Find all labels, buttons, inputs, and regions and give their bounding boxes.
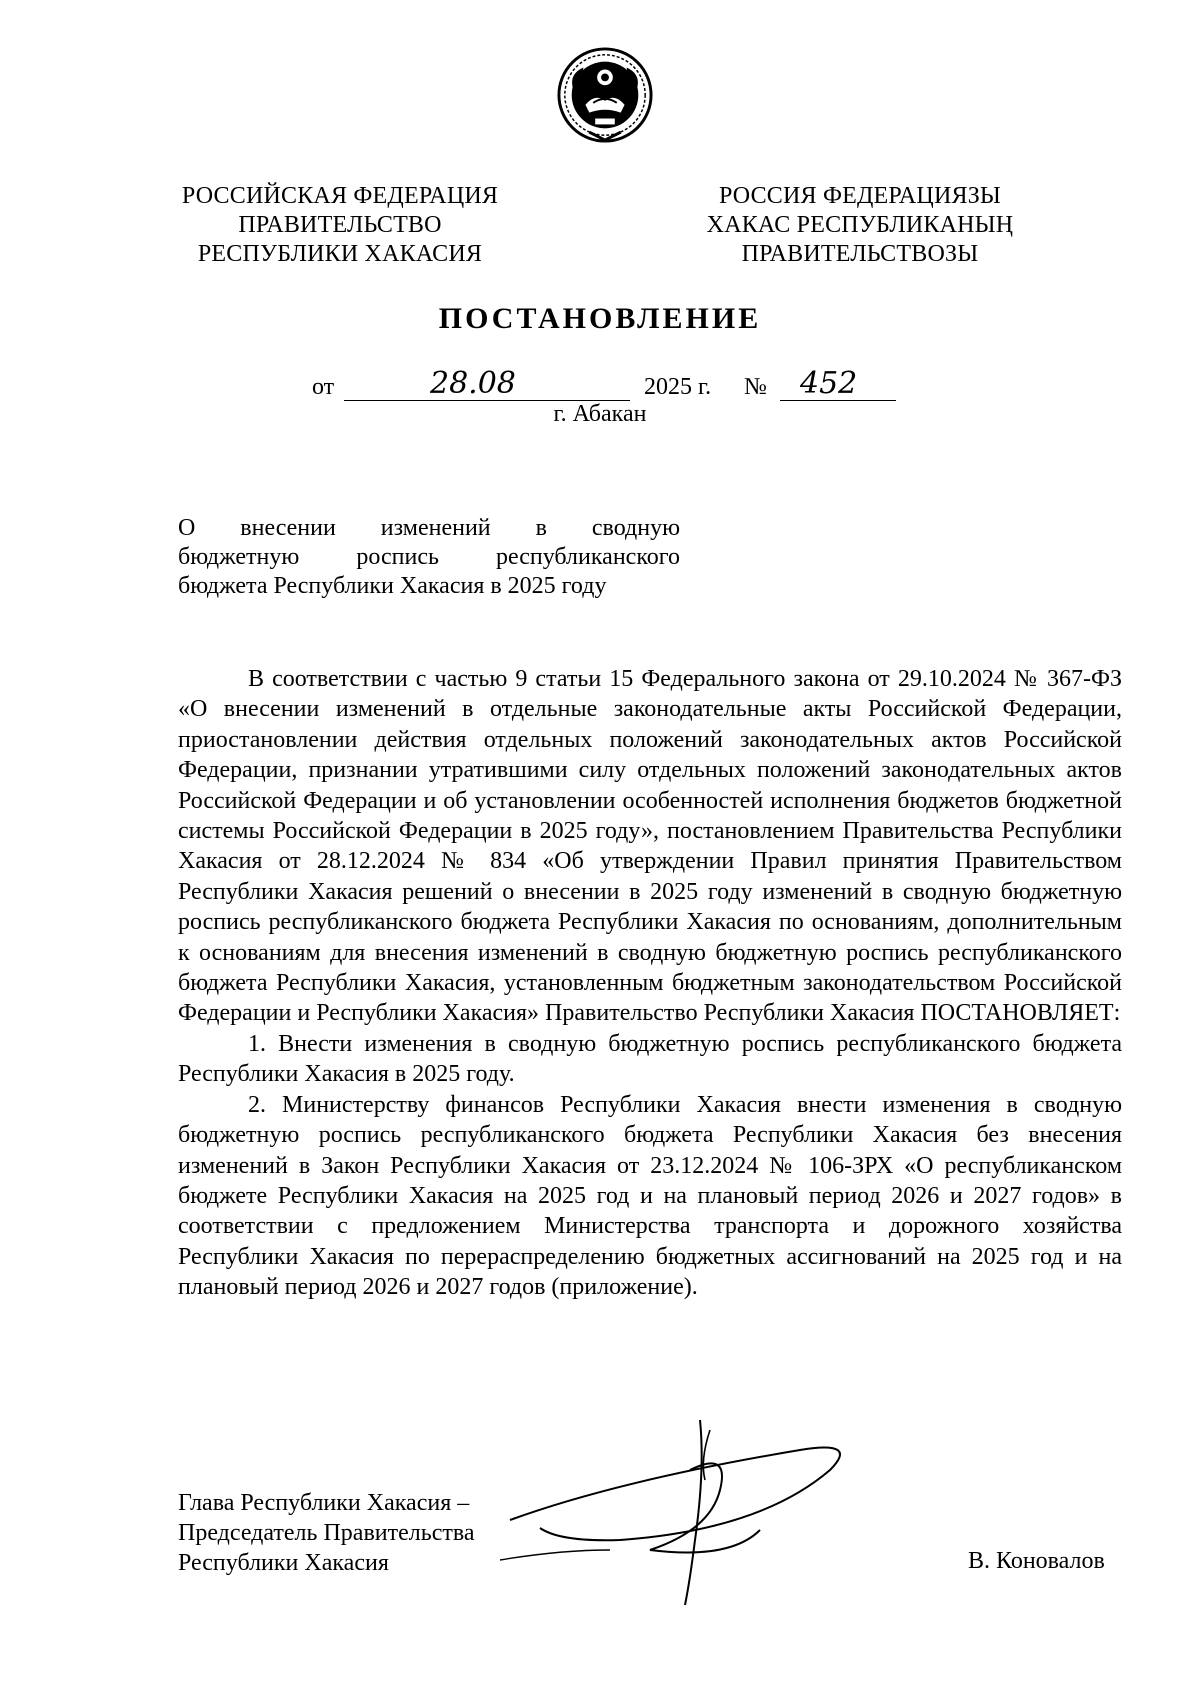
handwritten-number: 452	[800, 366, 858, 401]
handwritten-date: 28.08	[430, 366, 516, 401]
signatory-position	[178, 1488, 538, 1578]
subject-line: бюджетную роспись республиканского	[178, 544, 680, 570]
header-kjh-line: РОССИЯ ФЕДЕРАЦИЯЗЫ	[718, 183, 1002, 209]
header-kjh	[680, 182, 1040, 269]
document-subject	[178, 514, 680, 601]
khakassia-coat-of-arms-icon	[556, 46, 654, 144]
city: г. Абакан	[553, 401, 647, 427]
header-ru-line: РЕСПУБЛИКИ ХАКАСИЯ	[197, 241, 483, 267]
signatory-position-line: Глава Республики Хакасия –	[178, 1490, 470, 1516]
header-ru	[160, 182, 520, 269]
subject-line: О внесении изменений в сводную	[178, 515, 680, 541]
header-ru-line: РОССИЙСКАЯ ФЕДЕРАЦИЯ	[181, 183, 499, 209]
signatory-name: В. Коновалов	[968, 1548, 1105, 1574]
body-paragraph: 1. Внести изменения в сводную бюджетную роспись республиканского бюджета Республики Хакасия в 2025 году.	[178, 1030, 1122, 1088]
subject-line: бюджета Республики Хакасия в 2025 году	[178, 573, 607, 599]
document-year: 2025 г.	[644, 374, 712, 400]
signatory-position-line: Председатель Правительства	[178, 1520, 475, 1546]
document-body	[178, 664, 1122, 1303]
date-prefix: от	[312, 374, 335, 400]
signatory-position-line: Республики Хакасия	[178, 1550, 389, 1576]
number-sign: №	[744, 374, 767, 400]
header-ru-line: ПРАВИТЕЛЬСТВО	[238, 212, 442, 238]
header-kjh-line: ХАКАС РЕСПУБЛИКАНЫҢ	[706, 212, 1014, 238]
document-type-title: ПОСТАНОВЛЕНИЕ	[438, 302, 762, 335]
header-kjh-line: ПРАВИТЕЛЬСТВОЗЫ	[741, 241, 979, 267]
handwritten-signature-icon	[500, 1410, 940, 1610]
body-paragraph: 2. Министерству финансов Республики Хакасия внести изменения в сводную бюджетную роспись республиканского бюджета Республики Хакасия без внесения изменений в Закон Республики Хакасия от 23.12.2024 № 106-ЗРХ «О республиканском бюджете Республики Хакасия на 2025 год и на плановый период 2026 и 2027 годов» в соответствии с предложением Министерства транспорта и дорожного хозяйства Республики Хакасия по перераспределению бюджетных ассигнований на 2025 год и на плановый период 2026 и 2027 годов (приложение).	[178, 1091, 1122, 1301]
body-paragraph: В соответствии с частью 9 статьи 15 Федерального закона от 29.10.2024 № 367-ФЗ «О внесении изменений в отдельные законодательные акты Российской Федерации, приостановлении действия отдельных положений законодательных актов Российской Федерации, признании утратившими силу отдельных положений законодательных актов Российской Федерации и об установлении особенностей исполнения бюджетов бюджетной системы Российской Федерации в 2025 году», постановлением Правительства Республики Хакасия от 28.12.2024 № 834 «Об утверждении Правил принятия Правительством Республики Хакасия решений о внесении в 2025 году изменений в сводную бюджетную роспись республиканского бюджета Республики Хакасия по основаниям, дополнительным к основаниям для внесения изменений в сводную бюджетную роспись республиканского бюджета Республики Хакасия, установленным бюджетным законодательством Российской Федерации и Республики Хакасия» Правительство Республики Хакасия ПОСТАНОВЛЯЕТ:	[178, 666, 1122, 1027]
